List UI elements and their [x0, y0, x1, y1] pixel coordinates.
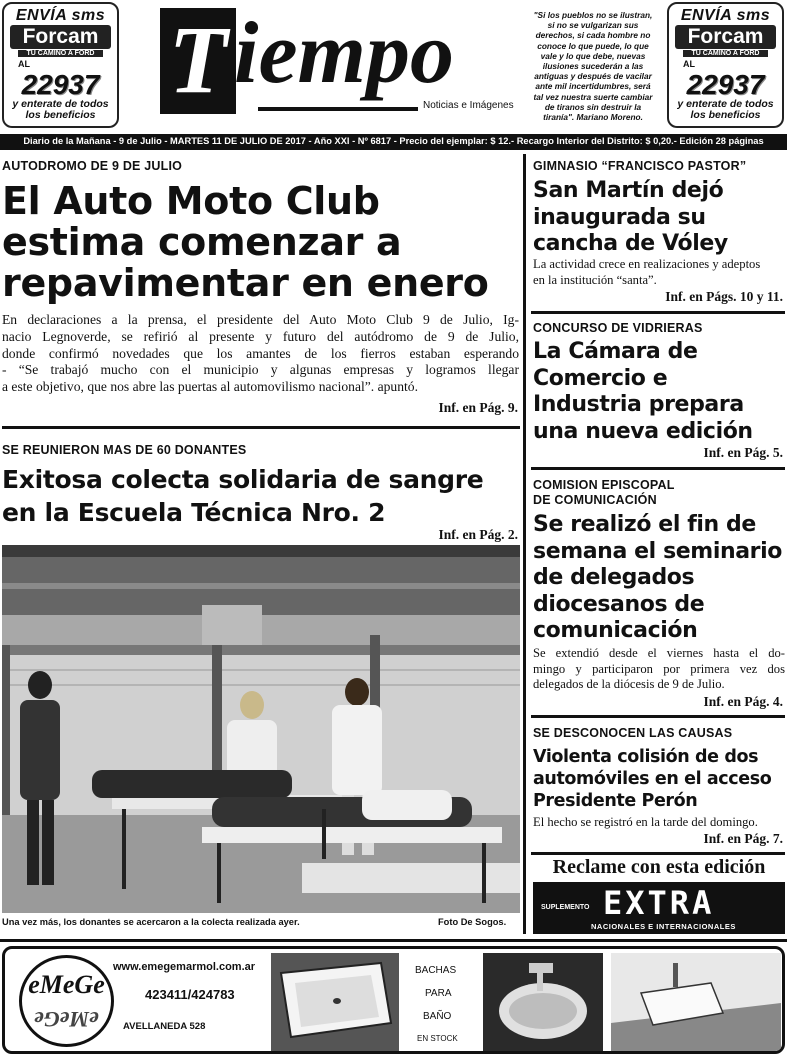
headline-line: Presidente Perón	[533, 791, 698, 811]
sink-illustration	[271, 953, 399, 1051]
extra-label: EXTRA	[603, 884, 715, 922]
extra-sub-label: NACIONALES E INTERNACIONALES	[591, 922, 736, 931]
headline-line: semana el seminario	[533, 538, 782, 564]
bano-text: BAÑO	[423, 1011, 452, 1022]
headline-line: Comercio e	[533, 365, 668, 391]
emege-brand: eMeGe	[28, 970, 105, 999]
photo-illustration	[2, 545, 520, 913]
lead-headline[interactable]	[2, 181, 522, 304]
quote-line: tal vez nuestra suerte cambiar	[533, 91, 653, 102]
newspaper-logo	[160, 5, 520, 116]
body-line: En declaraciones a la prensa, el presidente del Auto Moto Club 9 de Julio, Ig-	[2, 312, 519, 327]
quote-line: ante mil incertidumbres, será	[535, 81, 651, 92]
side2-headline[interactable]	[533, 339, 785, 445]
body-line: nacio Legnoverde, se refirió al presente y futuro del autódromo de 9 de Julio,	[2, 328, 519, 344]
side2-ref: Inf. en Pág. 5.	[703, 445, 783, 460]
body-line: delegados de la diócesis de 9 de Julio.	[533, 677, 725, 691]
logo-first-letter: T	[160, 8, 236, 114]
headline-line: San Martín dejó	[533, 178, 724, 203]
side4-headline[interactable]	[533, 746, 787, 812]
side3-kicker	[533, 478, 675, 508]
stock-text: EN STOCK	[417, 1034, 458, 1043]
body-line: a este objetivo, que nos abre las puertas al automovilismo nacional”. apuntó.	[2, 379, 419, 395]
headline-line: cancha de Vóley	[533, 231, 728, 256]
ad-line4: y enterate de todos	[12, 98, 109, 110]
sink-illustration	[483, 953, 603, 1051]
side4-ref: Inf. en Pág. 7.	[703, 831, 783, 846]
side3-headline[interactable]	[533, 512, 787, 645]
emege-address: AVELLANEDA 528	[123, 1021, 206, 1032]
ad-line5: los beneficios	[690, 109, 761, 121]
second-kicker: SE REUNIERON MAS DE 60 DONANTES	[2, 443, 247, 457]
ad-slogan: TU CAMINO A FORD	[18, 50, 103, 57]
emege-url[interactable]: www.emegemarmol.com.ar	[113, 961, 256, 973]
logo-rest: iempo	[234, 5, 454, 102]
emege-marmol-ad[interactable]	[2, 946, 785, 1054]
headline-line: repavimentar en enero	[2, 261, 489, 305]
suplemento-label: SUPLEMENTO	[541, 904, 590, 911]
body-line: donde confirmó novedades que los amantes de los fierros estaban esperando	[2, 345, 519, 361]
second-headline[interactable]	[2, 463, 522, 529]
headline-line: en la Escuela Técnica Nro. 2	[2, 498, 386, 527]
quote-line: "Si los pueblos no se ilustran,	[533, 10, 653, 20]
side1-body	[533, 257, 785, 288]
emege-brand-mirror: eMeGe	[34, 1007, 99, 1032]
side4-kicker: SE DESCONOCEN LAS CAUSAS	[533, 726, 733, 740]
divider	[2, 426, 520, 429]
quote-line: derechos, si cada hombre no	[535, 30, 651, 41]
headline-line: La Cámara de	[533, 339, 698, 364]
sink-photo-2	[483, 953, 603, 1051]
side4-body: El hecho se registró en la tarde del domingo.	[533, 815, 758, 829]
sink-photo-3	[611, 953, 781, 1051]
headline-line: una nueva edición	[533, 418, 753, 444]
ad-number: 22937	[686, 69, 765, 100]
ad-line4: y enterate de todos	[677, 98, 774, 110]
quote-line: vale y lo que debe, nuevas	[540, 50, 646, 61]
forcam-ad-right[interactable]	[667, 2, 784, 128]
promo-title: Reclame con esta edición	[552, 856, 766, 878]
ad-brand: Forcam	[10, 25, 111, 49]
headline-line: Violenta colisión de dos	[533, 747, 759, 767]
emege-logo	[19, 955, 114, 1047]
side1-headline[interactable]	[533, 178, 785, 258]
mariano-moreno-quote	[528, 10, 658, 122]
body-line: La actividad crece en realizaciones y adeptos	[533, 257, 761, 271]
lead-kicker: AUTODROMO DE 9 DE JULIO	[2, 159, 183, 173]
quote-line: antiguas y después de vacilar	[534, 71, 652, 82]
quote-line: tiranía". Mariano Moreno.	[543, 112, 643, 123]
headline-line: El Auto Moto Club	[2, 179, 380, 223]
lead-body	[2, 312, 519, 396]
side1-kicker: GIMNASIO “FRANCISCO PASTOR”	[533, 159, 747, 173]
kicker-line: DE COMUNICACIÓN	[533, 493, 657, 507]
headline-line: comunicación	[533, 618, 698, 643]
extra-supplement-banner[interactable]	[533, 882, 785, 934]
ad-line1: ENVÍA sms	[15, 7, 106, 24]
body-line: Se extendió desde el viernes hasta el do-	[533, 646, 785, 660]
ad-number: 22937	[21, 69, 100, 100]
blood-drive-photo	[2, 545, 520, 913]
sink-illustration	[611, 953, 781, 1051]
headline-line: de delegados	[533, 565, 695, 590]
headline-line: automóviles en el acceso	[533, 769, 772, 789]
kicker-line: COMISION EPISCOPAL	[533, 478, 675, 492]
side1-ref: Inf. en Págs. 10 y 11.	[665, 289, 783, 304]
tagline: Noticias e Imágenes	[423, 100, 514, 111]
quote-line: ilusiones sucederán a las	[542, 61, 644, 72]
ad-line1: ENVÍA sms	[680, 7, 771, 24]
quote-line: de tiranos sin destruir la	[544, 101, 642, 112]
headline-line: Exitosa colecta solidaria de sangre	[2, 465, 484, 494]
headline-line: Se realizó el fin de	[533, 512, 756, 537]
ad-al: AL	[683, 59, 695, 69]
divider	[531, 311, 785, 314]
ad-slogan: TU CAMINO A FORD	[683, 50, 768, 57]
divider	[531, 852, 785, 855]
headline-line: diocesanos de	[533, 591, 705, 617]
headline-line: Industria prepara	[533, 392, 744, 417]
column-divider	[523, 154, 526, 934]
headline-line: estima comenzar a	[2, 220, 402, 264]
emege-phones: 423411/424783	[145, 987, 235, 1002]
side3-body	[533, 646, 785, 693]
ad-line5: los beneficios	[25, 109, 96, 121]
sink-photo-1	[271, 953, 399, 1051]
logo-underline	[258, 107, 418, 111]
forcam-ad-left[interactable]	[2, 2, 119, 128]
body-line: en la institución “santa”.	[533, 272, 657, 287]
photo-caption: Una vez más, los donantes se acercaron a la colecta realizada ayer.	[2, 917, 300, 927]
side2-kicker: CONCURSO DE VIDRIERAS	[533, 321, 703, 335]
headline-line: inaugurada su	[533, 204, 706, 230]
ad-brand: Forcam	[675, 25, 776, 49]
side3-ref: Inf. en Pág. 4.	[703, 694, 783, 709]
divider	[531, 715, 785, 718]
ad-al: AL	[18, 59, 30, 69]
edition-info-bar: Diario de la Mañana - 9 de Julio - MARTES 11 DE JULIO DE 2017 - Año XXI - Nº 6817 - Precio del ejemplar: $ 12.- Recargo Interior del Distrito: $ 0,20.- Edición 28 páginas	[0, 134, 787, 150]
bottom-divider	[0, 939, 787, 942]
quote-line: si no se vulgarizan sus	[547, 20, 639, 31]
bachas-text: BACHAS	[415, 965, 457, 976]
photo-credit: Foto De Sogos.	[438, 917, 507, 927]
para-text: PARA	[425, 988, 452, 999]
lead-ref: Inf. en Pág. 9.	[438, 400, 518, 415]
body-line: - “Se trabajó mucho con el municipio y algunas empresas y logramos llegar	[2, 362, 519, 378]
second-ref: Inf. en Pág. 2.	[438, 527, 518, 542]
quote-line: conoce lo que puede, lo que	[537, 40, 649, 51]
body-line: mingo y participaron por primera vez dos	[533, 661, 785, 676]
divider	[531, 467, 785, 470]
